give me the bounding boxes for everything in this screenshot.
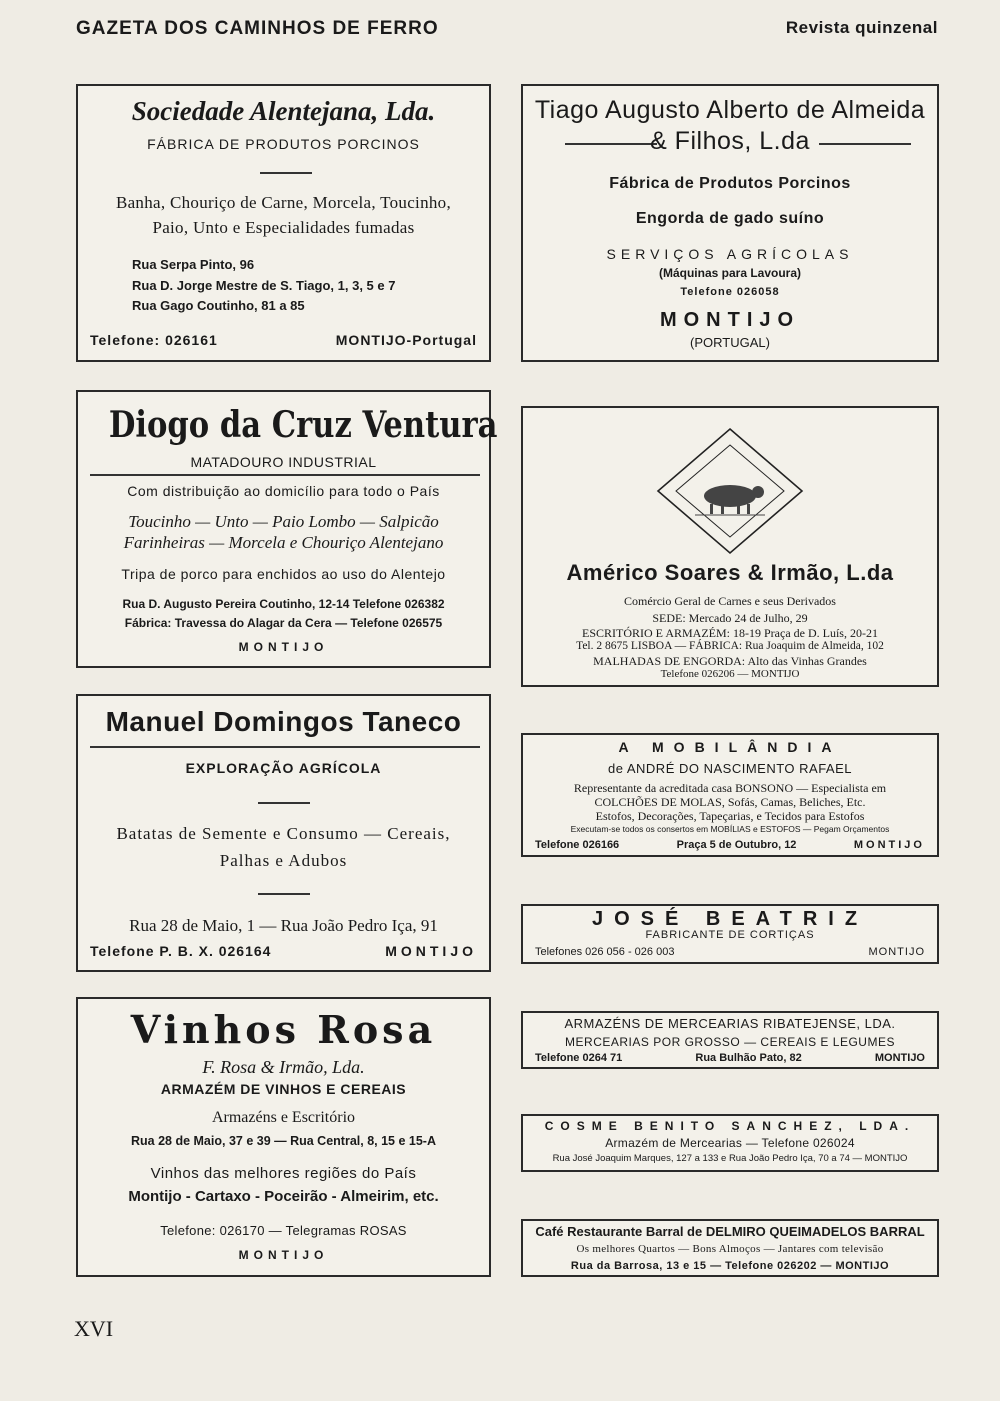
company-name: Tiago Augusto Alberto de Almeida xyxy=(534,96,926,124)
line: Rua José Joaquim Marques, 127 a 133 e Rua João Pedro Iça, 70 a 74 — MONTIJO xyxy=(552,1153,908,1164)
tagline: EXPLORAÇÃO AGRÍCOLA xyxy=(185,760,382,776)
line: Farinheiras — Morcela e Chouriço Alentejano xyxy=(123,533,444,552)
company-name: COSME BENITO SANCHEZ, LDA. xyxy=(544,1119,916,1133)
line: (Máquinas para Lavoura) xyxy=(658,266,802,280)
company-name: Manuel Domingos Taneco xyxy=(105,706,462,737)
owner: de ANDRÉ DO NASCIMENTO RAFAEL xyxy=(608,761,852,776)
place: MONTIJO xyxy=(868,946,925,958)
divider xyxy=(90,746,480,748)
ad-cosme-benito-sanchez xyxy=(521,1114,939,1172)
line: Comércio Geral de Carnes e seus Derivados xyxy=(624,594,836,608)
company-name: Café Restaurante Barral de DELMIRO QUEIMADELOS BARRAL xyxy=(535,1224,925,1239)
tagline: FABRICANTE DE CORTIÇAS xyxy=(645,929,815,941)
address: Rua Bulhão Pato, 82 xyxy=(695,1052,802,1064)
phone: Telefone 0264 71 xyxy=(535,1052,623,1064)
company-name: ARMAZÉNS DE MERCEARIAS RIBATEJENSE, LDA. xyxy=(564,1016,896,1031)
page-header-title: GAZETA DOS CAMINHOS DE FERRO xyxy=(76,18,439,39)
ad-sociedade-alentejana xyxy=(76,84,491,362)
line: Estofos, Decorações, Tapeçarias, e Tecidos para Estofos xyxy=(595,809,865,823)
address: Praça 5 de Outubro, 12 xyxy=(676,839,797,851)
divider xyxy=(258,893,310,895)
line: MERCEARIAS POR GROSSO — CEREAIS E LEGUMES xyxy=(565,1035,895,1049)
line: SERVIÇOS AGRÍCOLAS xyxy=(606,246,854,262)
tagline: FÁBRICA DE PRODUTOS PORCINOS xyxy=(147,136,420,152)
products-line: Banha, Chouriço de Carne, Morcela, Toucinho, xyxy=(115,193,452,212)
ad-vinhos-rosa xyxy=(76,997,491,1277)
salsicharia-seal-logo xyxy=(655,426,805,556)
phone: Telefone: 026170 — Telegramas ROSAS xyxy=(160,1223,407,1238)
line: Os melhores Quartos — Bons Almoços — Jantares com televisão xyxy=(576,1243,884,1255)
tagline: ARMAZÉM DE VINHOS E CEREAIS xyxy=(160,1081,407,1097)
page-header-subtitle: Revista quinzenal xyxy=(785,18,938,37)
phone: Telefones 026 056 - 026 003 xyxy=(535,946,675,958)
company-name: Diogo da Cruz Ventura xyxy=(108,404,498,446)
divider xyxy=(90,474,480,476)
phone: Telefone: 026161 xyxy=(90,332,218,348)
firm-name: F. Rosa & Irmão, Lda. xyxy=(202,1057,365,1077)
place: MONTIJO-Portugal xyxy=(335,332,477,348)
address-line: Rua D. Jorge Mestre de S. Tiago, 1, 3, 5 e 7 xyxy=(132,278,396,293)
address-line: Rua D. Augusto Pereira Coutinho, 12-14 Telefone 026382 xyxy=(122,597,445,611)
line: Rua da Barrosa, 13 e 15 — Telefone 026202 — MONTIJO xyxy=(570,1260,890,1272)
place: MONTIJO xyxy=(659,309,801,331)
line: Batatas de Semente e Consumo — Cereais, xyxy=(116,824,451,843)
tagline: MATADOURO INDUSTRIAL xyxy=(190,454,377,470)
products-line: Paio, Unto e Especialidades fumadas xyxy=(152,218,415,237)
ad-mobilandia xyxy=(521,733,939,857)
phone: Telefone 026058 xyxy=(680,286,780,298)
place: MONTIJO xyxy=(238,640,329,654)
place: MONTIJO xyxy=(874,1052,925,1064)
ad-tiago-augusto xyxy=(521,84,939,362)
line: Montijo - Cartaxo - Poceirão - Almeirim, etc. xyxy=(128,1188,439,1205)
line: Tel. 2 8675 LISBOA — FÁBRICA: Rua Joaquim de Almeida, 102 xyxy=(576,640,884,652)
phone: Telefone P. B. X. 026164 xyxy=(90,943,272,959)
address-line: Rua Gago Coutinho, 81 a 85 xyxy=(132,298,305,313)
line: MALHADAS DE ENGORDA: Alto das Vinhas Grandes xyxy=(593,654,867,668)
address-line: Rua 28 de Maio, 1 — Rua João Pedro Iça, 91 xyxy=(129,916,438,935)
line: COLCHÕES DE MOLAS, Sofás, Camas, Beliches, Etc. xyxy=(594,795,866,809)
line: Fábrica de Produtos Porcinos xyxy=(609,175,851,192)
line: ESCRITÓRIO E ARMAZÉM: 18-19 Praça de D. Luís, 20-21 xyxy=(582,626,878,640)
line: Vinhos das melhores regiões do País xyxy=(150,1165,417,1182)
ad-manuel-domingos-taneco xyxy=(76,694,491,972)
divider xyxy=(260,172,312,174)
place: MONTIJO xyxy=(238,1248,329,1262)
line: Armazéns e Escritório xyxy=(211,1109,356,1126)
ad-armazens-ribatejense xyxy=(521,1011,939,1069)
line: Rua 28 de Maio, 37 e 39 — Rua Central, 8, 15 e 15-A xyxy=(131,1134,436,1148)
company-name: Vinhos Rosa xyxy=(130,1007,437,1052)
line: Engorda de gado suíno xyxy=(635,210,825,227)
company-name: & Filhos, L.da xyxy=(650,127,810,155)
company-name: JOSÉ BEATRIZ xyxy=(591,908,869,930)
phone: Telefone 026166 xyxy=(535,839,620,851)
line: Palhas e Adubos xyxy=(219,851,348,870)
line: Representante da acreditada casa BONSONO — Especialista em xyxy=(573,781,887,795)
line: SEDE: Mercado 24 de Julho, 29 xyxy=(652,611,808,625)
ad-americo-soares xyxy=(521,406,939,687)
place: MONTIJO xyxy=(385,943,477,959)
place: MONTIJO xyxy=(853,839,925,851)
divider xyxy=(819,143,911,145)
company-name: A MOBILÂNDIA xyxy=(618,739,842,755)
line: Tripa de porco para enchidos ao uso do Alentejo xyxy=(121,566,446,582)
line: Telefone 026206 — MONTIJO xyxy=(660,668,800,680)
ad-cafe-restaurante-barral xyxy=(521,1219,939,1277)
line: Toucinho — Unto — Paio Lombo — Salpicão xyxy=(128,512,439,531)
line: Executam-se todos os consertos em MOBÍLIAS e ESTOFOS — Pegam Orçamentos xyxy=(570,824,890,834)
line: Com distribuição ao domicílio para todo o País xyxy=(127,483,440,499)
address-line: Fábrica: Travessa do Alagar da Cera — Telefone 026575 xyxy=(124,616,443,630)
ad-jose-beatriz xyxy=(521,904,939,964)
ad-diogo-da-cruz-ventura xyxy=(76,390,498,668)
address-line: Rua Serpa Pinto, 96 xyxy=(132,257,255,272)
line: Armazém de Mercearias — Telefone 026024 xyxy=(605,1136,855,1150)
company-name: Américo Soares & Irmão, L.da xyxy=(566,560,894,585)
page-number: XVI xyxy=(74,1316,114,1341)
company-name: Sociedade Alentejana, Lda. xyxy=(131,96,436,126)
divider xyxy=(258,802,310,804)
country: (PORTUGAL) xyxy=(690,335,770,350)
